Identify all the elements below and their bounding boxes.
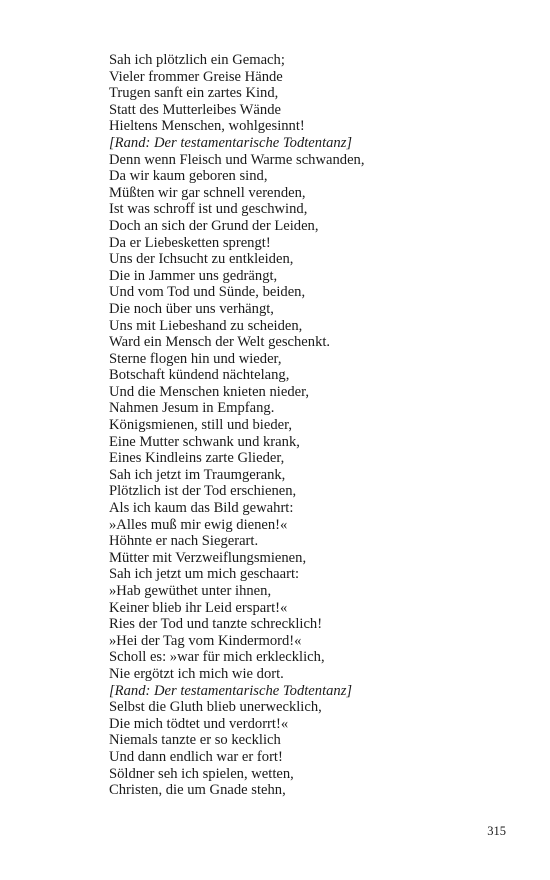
verse-line: Da wir kaum geboren sind,: [109, 168, 268, 185]
verse-line: Und die Menschen knieten nieder,: [109, 383, 310, 400]
verse-line: Eines Kindleins zarte Glieder,: [109, 450, 285, 467]
verse-line: Sterne flogen hin und wieder,: [109, 350, 282, 367]
verse-line: Keiner blieb ihr Leid erspart!«: [109, 599, 288, 616]
verse-line: Uns mit Liebeshand zu scheiden,: [109, 317, 303, 334]
verse-line: Nie ergötzt ich mich wie dort.: [109, 665, 284, 682]
verse-line: Denn wenn Fleisch und Warme schwanden,: [109, 151, 365, 168]
verse-line: Da er Liebesketten sprengt!: [109, 234, 271, 251]
verse-line: Ward ein Mensch der Welt geschenkt.: [109, 334, 331, 351]
verse-line: Als ich kaum das Bild gewahrt:: [109, 500, 294, 517]
verse-line: »Alles muß mir ewig dienen!«: [109, 516, 288, 533]
verse-line: Ist was schroff ist und geschwind,: [109, 201, 308, 218]
verse-line: Uns der Ichsucht zu entkleiden,: [109, 251, 294, 268]
verse-line: Höhnte er nach Siegerart.: [109, 533, 259, 550]
verse-line: »Hab gewüthet unter ihnen,: [109, 583, 272, 599]
verse-line: Scholl es: »war für mich erklecklich,: [109, 649, 325, 666]
verse-line: Sah ich plötzlich ein Gemach;: [109, 52, 285, 68]
verse-line: Statt des Mutterleibes Wände: [109, 101, 281, 118]
margin-note: [Rand: Der testamentarische Todtentanz]: [109, 134, 353, 151]
verse-line: Und vom Tod und Sünde, beiden,: [109, 284, 306, 301]
verse-line: Und dann endlich war er fort!: [109, 748, 283, 765]
verse-line: Die noch über uns verhängt,: [109, 300, 274, 317]
verse-line: Trugen sanft ein zartes Kind,: [109, 85, 279, 102]
verse-line: Plötzlich ist der Tod erschienen,: [109, 483, 297, 500]
poem-text: [109, 52, 365, 799]
verse-line: Doch an sich der Grund der Leiden,: [109, 217, 319, 234]
verse-line: Hieltens Menschen, wohlgesinnt!: [109, 118, 305, 135]
page-number: 315: [487, 824, 506, 838]
verse-line: Sah ich jetzt um mich geschaart:: [109, 566, 300, 583]
verse-line: Nahmen Jesum in Empfang.: [109, 400, 275, 417]
verse-line: Königsmienen, still und bieder,: [109, 417, 293, 434]
verse-line: Eine Mutter schwank und krank,: [109, 433, 300, 450]
verse-line: Müßten wir gar schnell verenden,: [109, 184, 306, 201]
verse-line: Sah ich jetzt im Traumgerank,: [109, 466, 286, 483]
verse-line: Die in Jammer uns gedrängt,: [109, 267, 278, 284]
verse-line: »Hei der Tag vom Kindermord!«: [109, 632, 302, 649]
verse-line: Die mich tödtet und verdorrt!«: [109, 715, 289, 732]
verse-line: Botschaft kündend nächtelang,: [109, 367, 290, 384]
verse-line: Vieler frommer Greise Hände: [109, 68, 283, 85]
verse-line: Niemals tanzte er so kecklich: [109, 732, 281, 749]
verse-line: Christen, die um Gnade stehn,: [109, 782, 286, 799]
margin-note: [Rand: Der testamentarische Todtentanz]: [109, 682, 353, 699]
verse-line: Söldner seh ich spielen, wetten,: [109, 765, 294, 782]
verse-line: Selbst die Gluth blieb unerwecklich,: [109, 699, 322, 716]
verse-line: Mütter mit Verzweiflungsmienen,: [109, 549, 307, 566]
verse-line: Ries der Tod und tanzte schrecklich!: [109, 616, 323, 633]
